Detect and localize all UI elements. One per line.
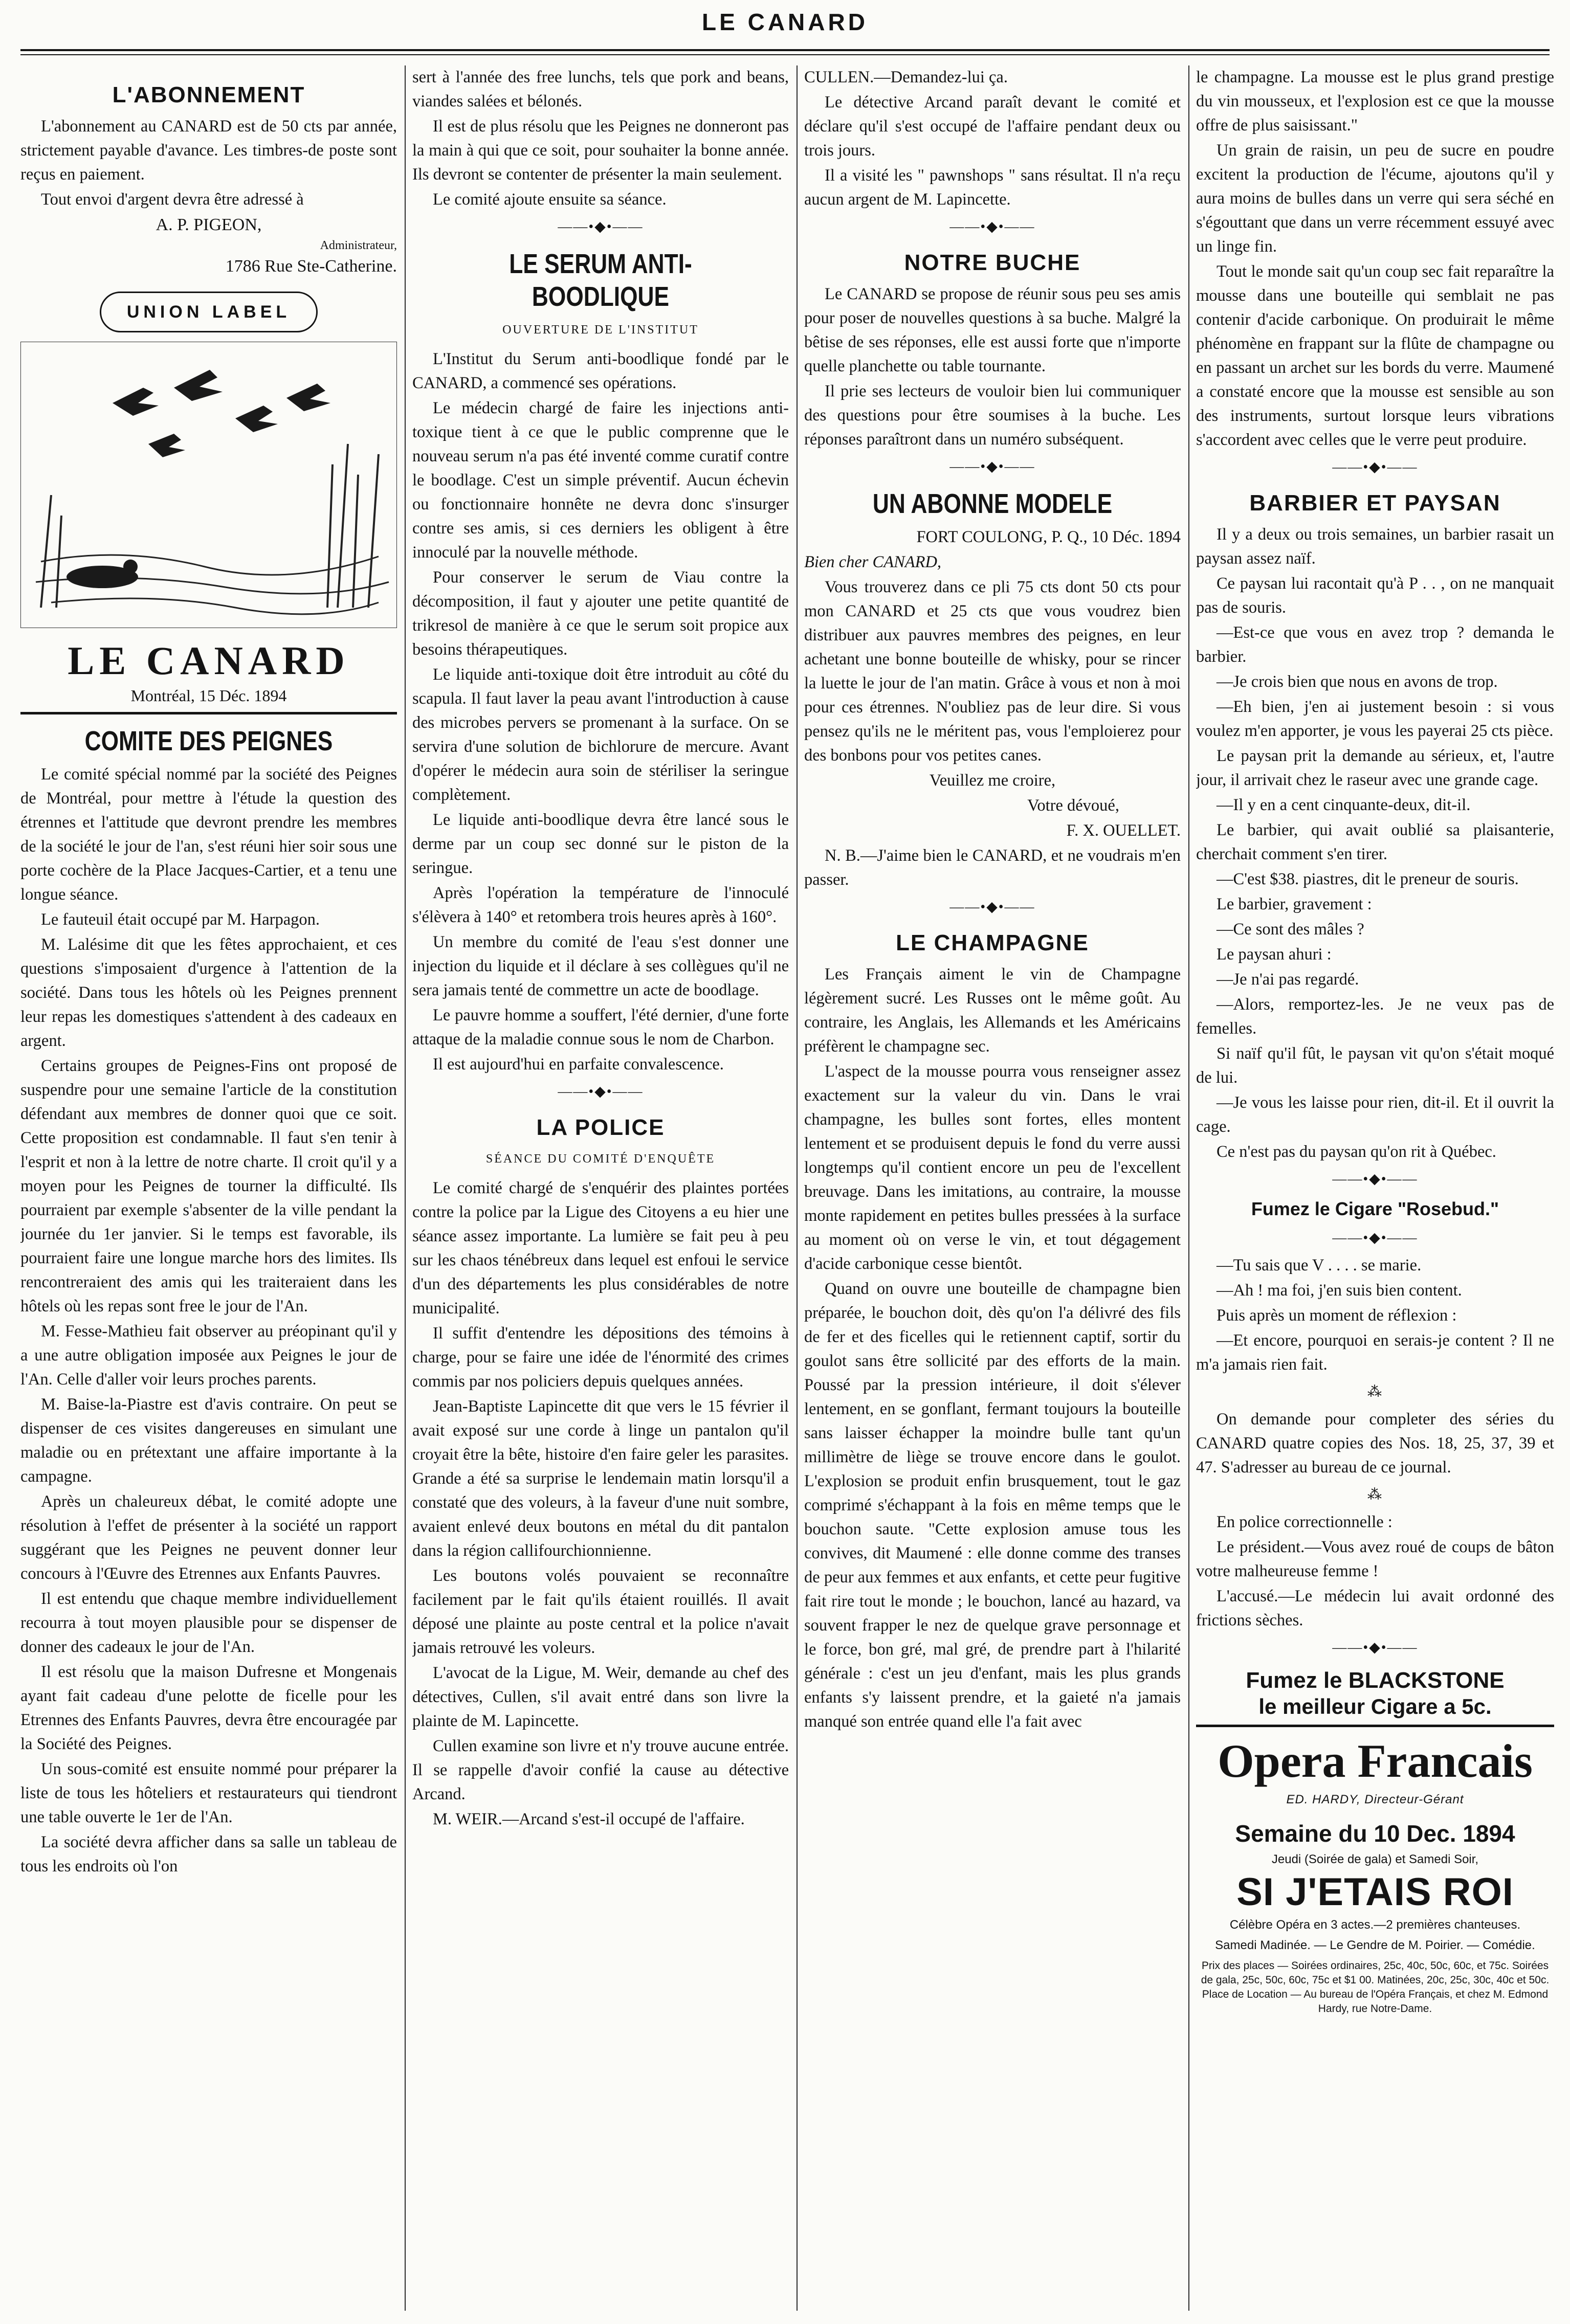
- article-paragraph: Après un chaleureux débat, le comité adopte une résolution à l'effet de présenter à la société un rapport suggérant que les Peignes ne peuvent donner leur concours à l'Œuvre des Etrennes aux Enfants Pauvres.: [20, 1492, 397, 1583]
- article-paragraph: —Il y en a cent cinquante-deux, dit-il.: [1217, 796, 1471, 814]
- article-paragraph: Le liquide anti-boodlique devra être lancé sous le derme par un coup sec donné sur le piston de la seringue.: [412, 811, 789, 877]
- serum-subheading: OUVERTURE DE L'INSTITUT: [502, 323, 699, 337]
- asterism-divider: ⁂: [1367, 1384, 1383, 1400]
- article-paragraph: Le comité spécial nommé par la société des Peignes de Montréal, pour mettre à l'étude la question des étrennes et l'attitude que devront prendre les membres de la société le jour de l'an, s'est réuni hier soir sous une porte cochère de la Place Jacques-Cartier, et a tenu une longue séance.: [20, 765, 397, 904]
- abonnement-heading: L'ABONNEMENT: [112, 82, 305, 107]
- opera-matinee: Samedi Madinée. — Le Gendre de M. Poirier. — Comédie.: [1215, 1938, 1535, 1952]
- ornament-divider: ——•◆•——: [558, 1084, 644, 1100]
- article-paragraph: L'Institut du Serum anti-boodlique fondé par le CANARD, a commencé ses opérations.: [412, 350, 789, 392]
- article-paragraph: M. Fesse-Mathieu fait observer au préopinant qu'il y a une autre obligation imposée aux Peignes le jour de l'An. Celle d'aller voir leurs proches parents.: [20, 1322, 397, 1389]
- article-paragraph: La société devra afficher dans sa salle un tableau de tous les endroits où l'on: [20, 1833, 397, 1875]
- article-paragraph: Cullen examine son livre et n'y trouve aucune entrée. Il se rappelle d'avoir confié la cause au détective Arcand.: [412, 1737, 789, 1803]
- masthead-title: LE CANARD: [702, 9, 868, 35]
- ornament-divider: ——•◆•——: [558, 219, 644, 235]
- blackstone-cigar-ad: [1196, 1667, 1554, 1719]
- letter-salutation: Bien cher CANARD,: [804, 553, 942, 571]
- article-paragraph: Le président.—Vous avez roué de coups de bâton votre malheureuse femme !: [1196, 1538, 1554, 1580]
- article-paragraph: Le liquide anti-toxique doit être introduit au côté du scapula. Il faut laver la peau avant l'introduction à cause des microbes pervers se promenant à la surface. On se servira d'une solution de bichlorure de mercure. Avant d'opérer le médecin aura soin de stériliser la seringue complètement.: [412, 665, 789, 804]
- article-paragraph: Un sous-comité est ensuite nommé pour préparer la liste de tous les hôteliers et restaurateurs qui tiendront une table ouverte le 1er de l'An.: [20, 1760, 397, 1826]
- article-paragraph: Il est aujourd'hui en parfaite convalescence.: [433, 1055, 724, 1074]
- article-paragraph: —Alors, remportez-les. Je ne veux pas de femelles.: [1196, 995, 1554, 1038]
- article-paragraph: Il est entendu que chaque membre individuellement recourra à tout moyen plausible pour se dispenser de donner des cadeaux le jour de l'An.: [20, 1590, 397, 1656]
- article-paragraph: —Ce sont des mâles ?: [1217, 920, 1364, 938]
- ornament-divider: ——•◆•——: [949, 899, 1035, 915]
- article-paragraph: —Je n'ai pas regardé.: [1217, 970, 1359, 989]
- ornament-divider: ——•◆•——: [949, 459, 1035, 475]
- article-paragraph: Il est résolu que la maison Dufresne et Mongenais ayant fait cadeau d'une pelotte de ficelle pour les Etrennes des Enfants Pauvres, devra être encouragée par la Société des Peignes.: [20, 1663, 397, 1753]
- article-paragraph: M. Baise-la-Piastre est d'avis contraire. On peut se dispenser de ces visites dangereuses en simulant une maladie ou en prétextant une affaire importante à la campagne.: [20, 1395, 397, 1486]
- article-paragraph: Il est de plus résolu que les Peignes ne donneront pas la main à qui que ce soit, pour souhaiter la bonne année. Ils devront se contenter de présenter la main seulement.: [412, 117, 789, 184]
- ducks-illustration: [20, 342, 397, 628]
- opera-days: Jeudi (Soirée de gala) et Samedi Soir,: [1271, 1852, 1479, 1866]
- article-paragraph: Il prie ses lecteurs de vouloir bien lui communiquer des questions pour être soumises à la buche. Les réponses paraîtront dans un numéro subséquent.: [804, 382, 1181, 449]
- ornament-divider: ——•◆•——: [1332, 1640, 1418, 1656]
- opera-show-title: SI J'ETAIS ROI: [1236, 1870, 1514, 1914]
- column-divider: [405, 65, 406, 2311]
- article-paragraph: sert à l'année des free lunchs, tels que pork and beans, viandes salées et bélonés.: [412, 68, 789, 110]
- column-1: [20, 65, 397, 2311]
- ornament-divider: ——•◆•——: [1332, 1171, 1418, 1187]
- article-paragraph: On demande pour completer des séries du CANARD quatre copies des Nos. 18, 25, 37, 39 et 47. S'adresser au bureau de ce journal.: [1196, 1410, 1554, 1477]
- article-paragraph: Un membre du comité de l'eau s'est donner une injection du liquide et il déclare à ses collègues qu'il ne sera jamais tenté de commettre un acte de boodlage.: [412, 933, 789, 999]
- blackstone-ad-line: Fumez le BLACKSTONE: [1246, 1668, 1505, 1693]
- opera-week: Semaine du 10 Dec. 1894: [1235, 1820, 1515, 1847]
- column-4: [1196, 65, 1554, 2311]
- article-paragraph: Il a visité les " pawnshops " sans résultat. Il n'a reçu aucun argent de M. Lapincette.: [804, 166, 1181, 209]
- article-paragraph: Un grain de raisin, un peu de sucre en poudre excitent la production de l'écume, ajoutons qu'il y aura moins de bulles dans un verre qui sera séché en s'égouttant que dans un verre récemment essuyé avec un linge fin.: [1196, 141, 1554, 256]
- article-paragraph: Ce paysan lui racontait qu'à P . . , on ne manquait pas de souris.: [1196, 574, 1554, 617]
- article-paragraph: —Ah ! ma foi, j'en suis bien content.: [1217, 1281, 1462, 1300]
- opera-prices: Prix des places — Soirées ordinaires, 25c, 40c, 50c, 60c, et 75c. Soirées de gala, 25c, 50c, 60c, 75c et $1 00. Matinées, 20c, 25c, 30c, 40c et 50c.: [1201, 1960, 1550, 1986]
- masthead-rule: [20, 49, 1550, 55]
- abonnement-text: L'abonnement au CANARD est de 50 cts par année, strictement payable d'avance. Les timbres-de poste sont reçus en paiement.: [20, 117, 397, 184]
- ornament-divider: ——•◆•——: [949, 219, 1035, 235]
- article-paragraph: Le barbier, qui avait oublié sa plaisanterie, cherchait comment s'en tirer.: [1196, 821, 1554, 863]
- administrator-address: 1786 Rue Ste-Catherine.: [225, 257, 397, 276]
- letter-dateline: FORT COULONG, P. Q., 10 Déc. 1894: [916, 528, 1181, 546]
- article-paragraph: —Tu sais que V . . . . se marie.: [1217, 1256, 1422, 1275]
- blackstone-ad-line: le meilleur Cigare a 5c.: [1258, 1694, 1492, 1718]
- article-paragraph: —Et encore, pourquoi en serais-je content ? Il ne m'a jamais rien fait.: [1196, 1331, 1554, 1374]
- masthead: [0, 0, 1570, 60]
- letter-closing: Veuillez me croire,: [929, 771, 1056, 790]
- article-paragraph: Jean-Baptiste Lapincette dit que vers le 15 février il avait exposé sur une corde à linge un pantalon qu'il croyait être la bête, histoire d'en faire geler les parasites. Grande a été sa surprise le lendemain matin lorsqu'il a constaté que des voleurs, à la faveur d'une nuit sombre, avaient enlevé deux boutons en métal du dit pantalon dans la région callifourchionnienne.: [412, 1397, 789, 1560]
- article-paragraph: —Je crois bien que nous en avons de trop.: [1217, 673, 1498, 691]
- buche-heading: NOTRE BUCHE: [904, 250, 1081, 275]
- comite-heading: COMITE DES PEIGNES: [84, 726, 333, 756]
- article-paragraph: Puis après un moment de réflexion :: [1217, 1306, 1457, 1325]
- administrator-name: A. P. PIGEON,: [156, 215, 262, 234]
- article-paragraph: Le barbier, gravement :: [1217, 895, 1372, 913]
- article-paragraph: En police correctionnelle :: [1217, 1513, 1392, 1531]
- opera-box-office: Place de Location — Au bureau de l'Opéra Français, et chez M. Edmond Hardy, rue Notre-Dame.: [1202, 1988, 1549, 2015]
- article-paragraph: Le pauvre homme a souffert, l'été dernier, d'une forte attaque de la maladie connue sous le nom de Charbon.: [412, 1006, 789, 1048]
- article-paragraph: Le CANARD se propose de réunir sous peu ses amis pour poser de nouvelles questions à sa buche. Malgré la bêtise de ses réponses, elle est aussi forte que n'importe quelle planchette ou table tournante.: [804, 285, 1181, 375]
- article-paragraph: CULLEN.—Demandez-lui ça.: [804, 68, 1008, 86]
- article-paragraph: M. WEIR.—Arcand s'est-il occupé de l'affaire.: [433, 1810, 745, 1828]
- letter-signature: F. X. OUELLET.: [1066, 821, 1181, 840]
- article-paragraph: Le paysan prit la demande au sérieux, et, l'autre jour, il arrivait chez le raseur avec une grande cage.: [1196, 747, 1554, 789]
- article-paragraph: Le comité chargé de s'enquérir des plaintes portées contre la police par la Ligue des Citoyens a eu hier une séance assez importante. La lumière se fait peu à peu sur les chaos ténébreux dans lequel est enfoui le service d'un des départements les plus considérables de notre municipalité.: [412, 1179, 789, 1317]
- section-rule: [20, 712, 397, 714]
- letter-closing: Votre dévoué,: [1027, 796, 1119, 815]
- champagne-heading: LE CHAMPAGNE: [896, 930, 1089, 955]
- article-paragraph: Vous trouverez dans ce pli 75 cts dont 50 cts pour mon CANARD et 25 cts que vous voudrez bien distribuer aux pauvres membres des peignes, en leur achetant une bonne bouteille de whisky, pour se rincer la luette le jour de l'an matin. Grâce à vous et non à moi pour ces étrennes. N'oubliez pas de leur dire. Si vous pensez qu'ils ne le méritent pas, vous l'emploierez pour des bonbons pour vos petites canes.: [804, 578, 1181, 765]
- article-paragraph: Certains groupes de Peignes-Fins ont proposé de suspendre pour une semaine l'article de la constitution défendant aux membres de donner quoi que ce soit. Cette proposition est condamnable. Il faut s'en tenir à l'esprit et non à la lettre de notre charte. Il croit qu'il y a moyen pour les Peignes de tourner la difficulté. Ils pourraient par exemple s'absenter de la ville pendant la journée du 1er janvier. Si le temps est favorable, ils pourraient faire une longue marche hors des limites. Ils rencontreraient des amis qui les traiteraient dans les hôtels où les repas sont free le jour de l'An.: [20, 1057, 397, 1315]
- article-paragraph: Le comité ajoute ensuite sa séance.: [433, 190, 667, 209]
- article-paragraph: —C'est $38. piastres, dit le preneur de souris.: [1217, 870, 1519, 888]
- article-paragraph: Quand on ouvre une bouteille de champagne bien préparée, le bouchon doit, dès qu'on l'a délivré des fils de fer et des ficelles qui le retiennent captif, sortir du goulot sans être sollicité par des efforts de la main. Poussé par la pression intérieure, il doit s'élever lentement, en se gonflant, fermant toujours la bouteille sans laisser échapper la moindre bulle tant qu'un millimètre de liège se trouve encore dans le goulot. L'explosion se produit enfin brusquement, tout le gaz comprimé s'échappant à la fois en même temps que le bouchon saute. "Cette explosion amuse tous les convives, dit Maumené : elle donne comme des transes de peur aux femmes et aux enfants, et cette peur fugitive fait rire tout le monde ; le bouchon, lancé au hazard, va souvent frapper le nez de quelque grave personnage et le force, bon gré, mal gré, de prendre part à l'hilarité générale : c'est un jeu d'enfant, mais les plus grands enfants s'y laissent prendre, et la gaieté n'a jamais manqué son entrée quand elle l'a fait avec: [804, 1280, 1181, 1731]
- article-paragraph: Ce n'est pas du paysan qu'on rit à Québec.: [1217, 1143, 1496, 1161]
- article-paragraph: Il suffit d'entendre les dépositions des témoins à charge, pour se faire une idée de l'énormité des crimes commis par nos policiers depuis quelques années.: [412, 1324, 789, 1391]
- ornament-divider: ——•◆•——: [1332, 459, 1418, 475]
- asterism-divider: ⁂: [1367, 1487, 1383, 1503]
- article-paragraph: Le médecin chargé de faire les injections anti-toxique tient à ce que le public comprenne que le nouveau serum n'a pas été inventé comme curatif contre le boodlage. C'est un simple préventif. Aucun échevin ou fonctionnaire honnête ne devra donc s'insurger contre ses amis, si ces derniers les obligent à être innoculé par la nouvelle méthode.: [412, 399, 789, 562]
- article-paragraph: Les Français aiment le vin de Champagne légèrement sucré. Les Russes ont le même goût. Au contraire, les Anglais, les Allemands et les Américains préfèrent le champagne sec.: [804, 965, 1181, 1056]
- column-divider: [797, 65, 798, 2311]
- abonne-heading: UN ABONNE MODELE: [872, 488, 1113, 519]
- article-paragraph: Tout le monde sait qu'un coup sec fait reparaître la mousse dans une bouteille qui semblait ne pas contenir d'acide carbonique. On produirait le même phénomène en frappant sur la flûte de champagne ou en passant un archet sur les bords du verre. Maumené a constaté encore que la mousse est sensible au son des instruments, surtout lorsque leurs vibrations s'accordent avec celles que le verre peut produire.: [1196, 262, 1554, 449]
- article-paragraph: —Eh bien, j'en ai justement besoin : si vous voulez m'en apporter, je vous les payerai 25 cts pièce.: [1196, 698, 1554, 740]
- article-paragraph: L'aspect de la mousse pourra vous renseigner assez exactement sur la valeur du vin. Dans le vrai champagne, les bulles sont fortes, elles montent lentement et se produisent depuis le fond du verre aussi longtemps qu'il contient encore un peu de l'excellent breuvage. Dans les imitations, au contraire, la mousse monte rapidement en petites bulles pressées à la surface au moment où on verse le vin, et tout dégagement d'acide carbonique cesse bientôt.: [804, 1062, 1181, 1273]
- column-2: [412, 65, 789, 2311]
- article-paragraph: M. Lalésime dit que les fêtes approchaient, et ces questions s'imposaient d'urgence à l'attention de la société. Dans tous les hôtels où les Peignes prennent leur repas les domestiques s'attendent à des cadeaux en argent.: [20, 935, 397, 1050]
- opera-francais-ad: [1196, 1734, 1554, 2016]
- opera-director: ED. HARDY, Directeur-Gérant: [1286, 1793, 1464, 1806]
- article-paragraph: le champagne. La mousse est le plus grand prestige du vin mousseux, et l'explosion est ce que la mousse offre de plus saisissant.": [1196, 68, 1554, 135]
- police-subheading: SÉANCE DU COMITÉ D'ENQUÊTE: [485, 1152, 716, 1166]
- article-paragraph: L'accusé.—Le médecin lui avait ordonné des frictions sèches.: [1196, 1587, 1554, 1629]
- paper-dateline: Montréal, 15 Déc. 1894: [130, 686, 287, 705]
- column-3: [804, 65, 1181, 2311]
- article-paragraph: N. B.—J'aime bien le CANARD, et ne voudrais m'en passer.: [804, 846, 1181, 889]
- administrator-title: Administrateur,: [320, 239, 397, 252]
- article-paragraph: Le paysan ahuri :: [1217, 945, 1332, 964]
- article-paragraph: —Est-ce que vous en avez trop ? demanda le barbier.: [1196, 623, 1554, 666]
- union-label-emblem: UNION LABEL: [100, 292, 318, 332]
- paper-nameplate: LE CANARD: [68, 638, 350, 683]
- section-rule: [1196, 1725, 1554, 1727]
- article-paragraph: Les boutons volés pouvaient se reconnaître facilement par le fait qu'ils étaient rouillés. Il avait déposé une plainte au poste central et la police n'avait jamais retrouvé les voleurs.: [412, 1567, 789, 1657]
- barbier-heading: BARBIER ET PAYSAN: [1249, 490, 1501, 516]
- article-paragraph: L'avocat de la Ligue, M. Weir, demande au chef des détectives, Cullen, s'il avait entré dans son livre la plainte de M. Lapincette.: [412, 1664, 789, 1730]
- police-heading: LA POLICE: [536, 1115, 665, 1140]
- article-paragraph: Si naïf qu'il fût, le paysan vit qu'on s'était moqué de lui.: [1196, 1044, 1554, 1087]
- article-paragraph: —Je vous les laisse pour rien, dit-il. Et il ouvrit la cage.: [1196, 1093, 1554, 1136]
- serum-heading: LE SERUM ANTI-BOODLIQUE: [509, 249, 692, 312]
- opera-show-description: Célèbre Opéra en 3 actes.—2 premières chanteuses.: [1229, 1918, 1521, 1932]
- article-paragraph: Le fauteuil était occupé par M. Harpagon.: [41, 910, 320, 929]
- article-paragraph: Après l'opération la température de l'innoculé s'élèvera à 140° et retombera trois heures après à 160°.: [412, 884, 789, 926]
- article-paragraph: Le détective Arcand paraît devant le comité et déclare qu'il s'est occupé de l'affaire pendant deux ou trois jours.: [804, 93, 1181, 160]
- abonnement-text: Tout envoi d'argent devra être adressé à: [41, 190, 304, 209]
- ornament-divider: ——•◆•——: [1332, 1230, 1418, 1246]
- rosebud-cigar-ad: Fumez le Cigare "Rosebud.": [1251, 1198, 1499, 1219]
- article-paragraph: Il y a deux ou trois semaines, un barbier rasait un paysan assez naïf.: [1196, 525, 1554, 568]
- article-paragraph: Pour conserver le serum de Viau contre la décomposition, il faut y ajouter une petite quantité de trikresol de manière à ce que le serum soit propice aux besoins thérapeutiques.: [412, 568, 789, 659]
- opera-title: Opera Francais: [1218, 1735, 1533, 1787]
- column-divider: [1188, 65, 1189, 2311]
